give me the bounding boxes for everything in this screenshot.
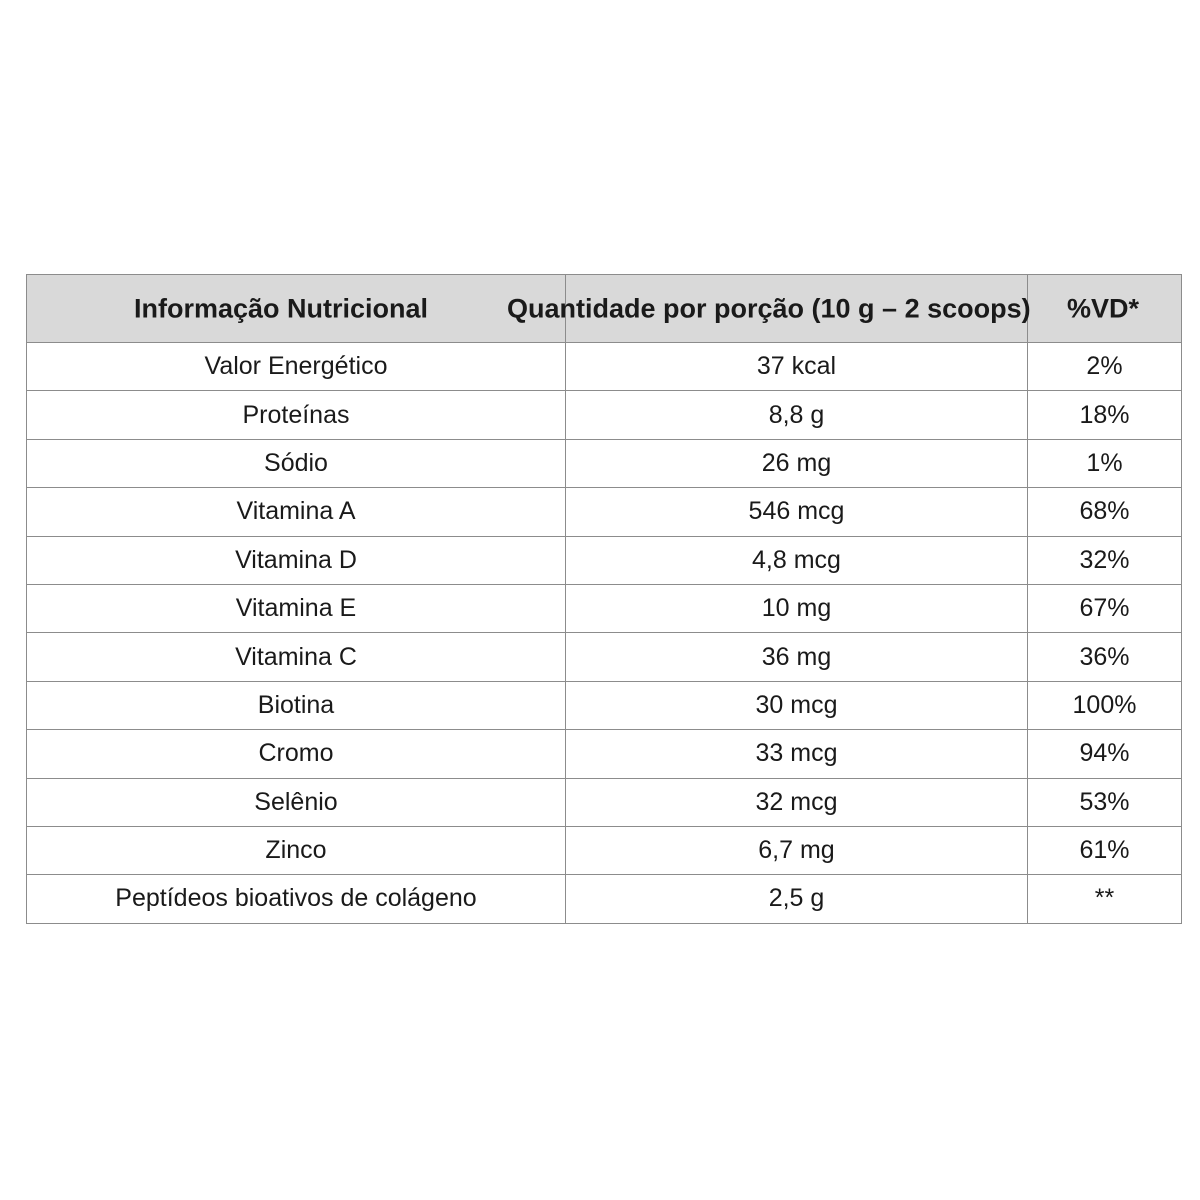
table-row [27, 730, 1182, 778]
nutrient-quantity-cell: 33 mcg [566, 730, 1028, 778]
table-row [27, 439, 1182, 487]
nutrient-dv-cell: 2% [1028, 343, 1182, 391]
nutrient-quantity-cell: 6,7 mg [566, 826, 1028, 874]
nutrition-facts-table [26, 274, 1182, 924]
table-row [27, 778, 1182, 826]
nutrient-quantity-cell: 32 mcg [566, 778, 1028, 826]
table-row [27, 391, 1182, 439]
nutrient-name-cell: Zinco [27, 826, 566, 874]
nutrient-name-cell: Selênio [27, 778, 566, 826]
nutrient-dv-cell: 68% [1028, 488, 1182, 536]
nutrient-name-cell: Vitamina E [27, 584, 566, 632]
nutrient-name-cell: Valor Energético [27, 343, 566, 391]
nutrient-dv-cell: 18% [1028, 391, 1182, 439]
nutrient-name-cell: Vitamina C [27, 633, 566, 681]
nutrient-name-cell: Vitamina A [27, 488, 566, 536]
table-row [27, 875, 1182, 923]
nutrient-quantity-cell: 37 kcal [566, 343, 1028, 391]
table-row [27, 633, 1182, 681]
header-row [27, 275, 1182, 343]
nutrient-quantity-cell: 36 mg [566, 633, 1028, 681]
table-row [27, 536, 1182, 584]
table-header [27, 275, 1182, 343]
nutrient-quantity-cell: 26 mg [566, 439, 1028, 487]
nutrient-dv-cell: 53% [1028, 778, 1182, 826]
nutrient-quantity-cell: 2,5 g [566, 875, 1028, 923]
nutrient-quantity-cell: 546 mcg [566, 488, 1028, 536]
nutrient-dv-cell: 32% [1028, 536, 1182, 584]
nutrient-quantity-cell: 10 mg [566, 584, 1028, 632]
nutrient-name-cell: Vitamina D [27, 536, 566, 584]
header-cell-quantity [507, 275, 1031, 343]
nutrient-dv-cell: 61% [1028, 826, 1182, 874]
nutrient-dv-cell: ** [1028, 875, 1182, 923]
nutrient-dv-cell: 100% [1028, 681, 1182, 729]
header-cell-nutrition-info [27, 275, 566, 343]
nutrient-name-cell: Sódio [27, 439, 566, 487]
nutrient-quantity-cell: 4,8 mcg [566, 536, 1028, 584]
nutrient-dv-cell: 1% [1028, 439, 1182, 487]
header-daily-value-label: %VD* [1067, 293, 1140, 323]
nutrient-name-cell: Biotina [27, 681, 566, 729]
nutrient-name-cell: Peptídeos bioativos de colágeno [27, 875, 566, 923]
header-cell-daily-value [1028, 275, 1182, 343]
header-nutrition-info-label: Informação Nutricional [134, 293, 429, 323]
nutrient-dv-cell: 67% [1028, 584, 1182, 632]
nutrient-quantity-cell: 30 mcg [566, 681, 1028, 729]
nutrient-name-cell: Cromo [27, 730, 566, 778]
nutrient-name-cell: Proteínas [27, 391, 566, 439]
table-row [27, 343, 1182, 391]
table-row [27, 488, 1182, 536]
table-row [27, 681, 1182, 729]
table-row [27, 826, 1182, 874]
table-row [27, 584, 1182, 632]
table-body [27, 343, 1182, 924]
nutrient-quantity-cell: 8,8 g [566, 391, 1028, 439]
header-quantity-label: Quantidade por porção (10 g – 2 scoops) [507, 293, 1031, 323]
nutrient-dv-cell: 94% [1028, 730, 1182, 778]
nutrient-dv-cell: 36% [1028, 633, 1182, 681]
